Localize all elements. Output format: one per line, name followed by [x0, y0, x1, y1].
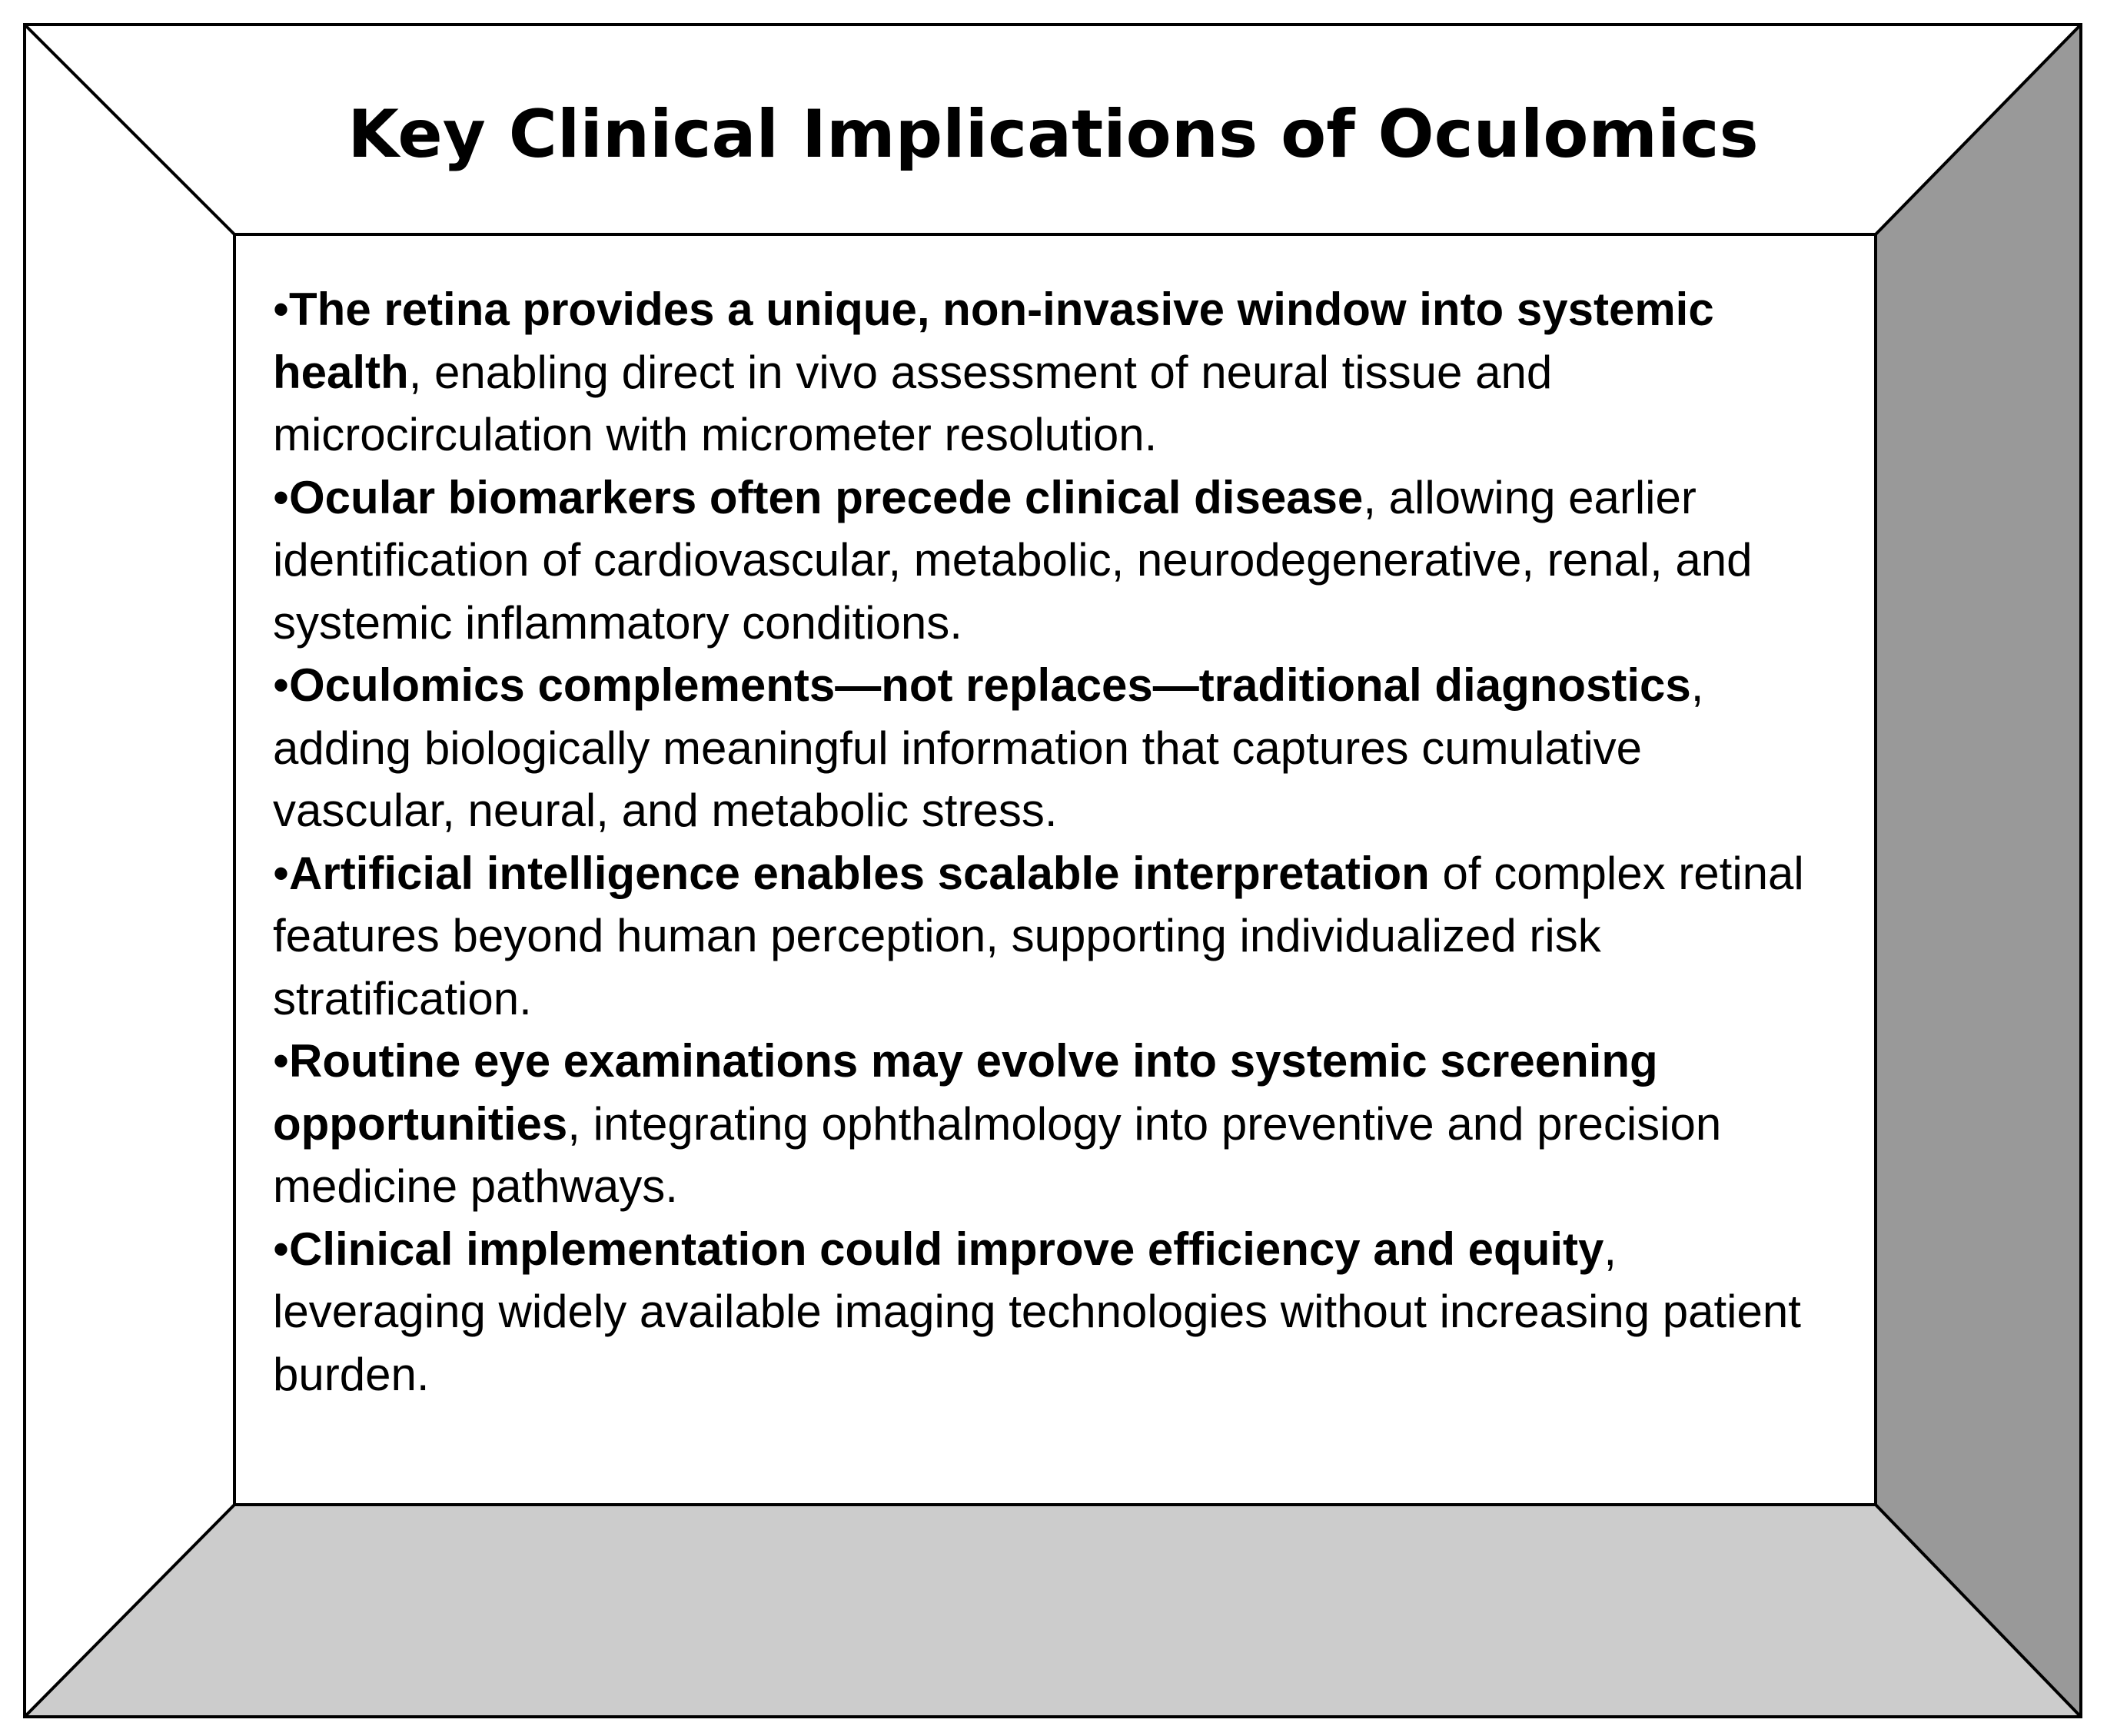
bullet-point	[273, 1218, 1833, 1406]
bullet-marker: •	[273, 284, 290, 335]
bullet-body-text: , adding biologically meaningful information that captures cumulative vascular, neural, and metabolic stress.	[273, 659, 1704, 836]
bullet-point	[273, 466, 1833, 655]
bullet-point	[273, 1030, 1833, 1218]
page-title: Key Clinical Implications of Oculomics	[347, 96, 1759, 173]
frame-right-bevel	[1876, 25, 2081, 1717]
bullet-marker: •	[273, 1035, 290, 1087]
bullet-point	[273, 842, 1833, 1031]
bullet-point	[273, 278, 1833, 466]
bullet-body-text: of complex retinal features beyond human perception, supporting individualized risk stratification.	[273, 847, 1804, 1024]
bullet-marker: •	[273, 1223, 290, 1275]
bullet-bold-lead: Artificial intelligence enables scalable interpretation	[289, 847, 1430, 899]
bullet-bold-lead: The retina provides a unique, non-invasive window into systemic health	[273, 284, 1714, 398]
bullet-body-text: , allowing earlier identification of cardiovascular, metabolic, neurodegenerative, renal, and systemic inflammatory conditions.	[273, 471, 1753, 649]
bullet-marker: •	[273, 847, 290, 899]
frame-corner-line-tl	[25, 25, 234, 234]
bullet-marker: •	[273, 659, 290, 711]
bullet-body-text: , integrating ophthalmology into preventive and precision medicine pathways.	[273, 1097, 1722, 1212]
bullet-bold-lead: Oculomics complements—not replaces—traditional diagnostics	[289, 659, 1691, 711]
bullet-list	[273, 278, 1833, 1406]
bullet-bold-lead: Clinical implementation could improve efficiency and equity	[289, 1223, 1604, 1275]
bullet-point	[273, 654, 1833, 842]
bullet-bold-lead: Ocular biomarkers often precede clinical disease	[289, 471, 1364, 523]
bullet-body-text: , enabling direct in vivo assessment of neural tissue and microcirculation with micrometer resolution.	[273, 346, 1553, 460]
bullet-bold-lead: Routine eye examinations may evolve into systemic screening opportunities	[273, 1035, 1658, 1150]
bullet-body-text: , leveraging widely available imaging technologies without increasing patient burden.	[273, 1223, 1801, 1400]
bullet-marker: •	[273, 471, 290, 523]
frame-bottom-bevel	[25, 1505, 2081, 1717]
